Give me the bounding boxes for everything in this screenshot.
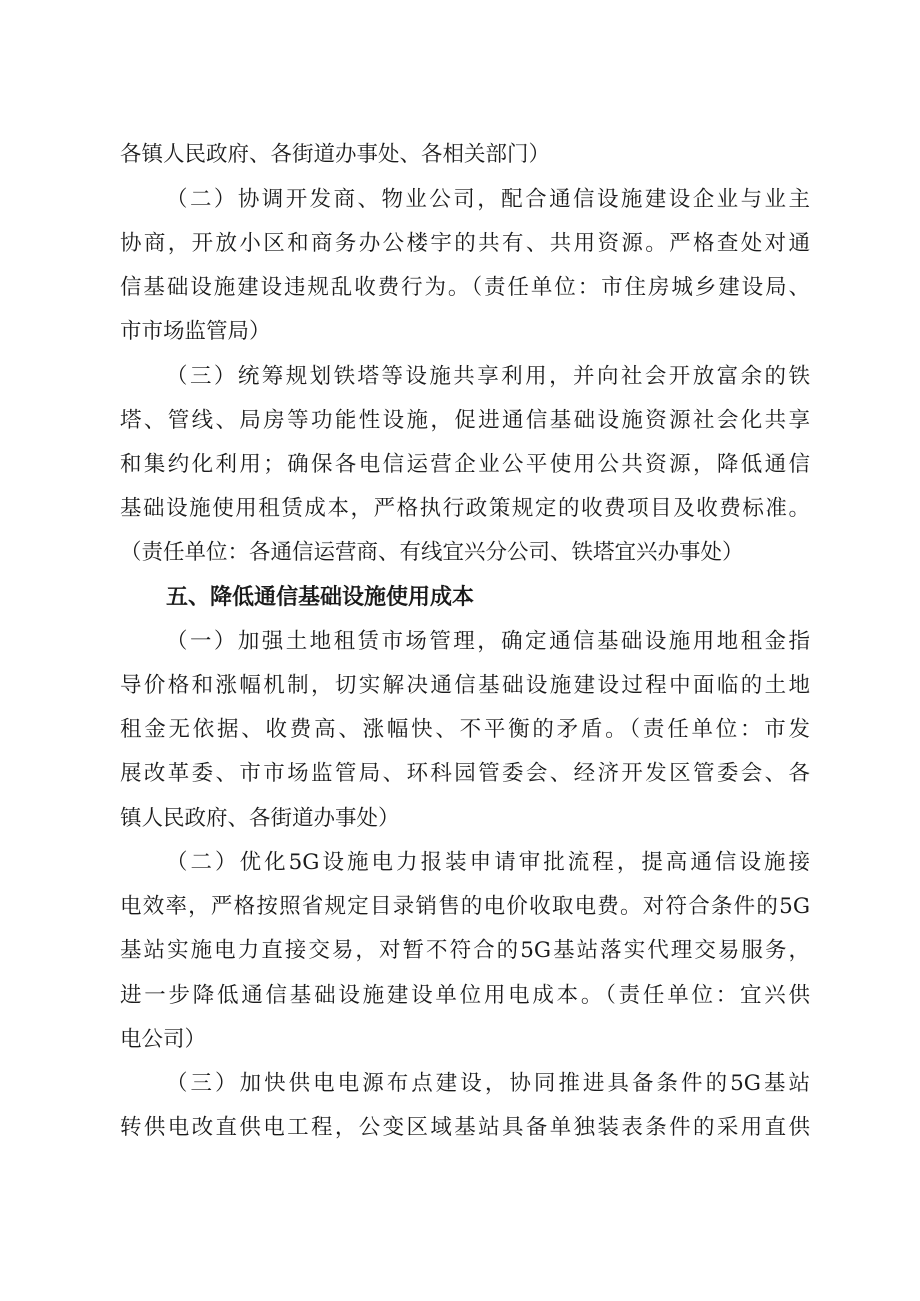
paragraph-line: 协商，开放小区和商务办公楼宇的共有、共用资源。严格查处对通 bbox=[120, 231, 810, 256]
paragraph-line: 电效率，严格按照省规定目录销售的电价收取电费。对符合条件的5G bbox=[120, 894, 810, 919]
paragraph-line: 各镇人民政府、各街道办事处、各相关部门） bbox=[120, 142, 551, 167]
paragraph-line: 电公司） bbox=[120, 1027, 207, 1052]
paragraph-line: 转供电改直供电工程，公变区域基站具备单独装表条件的采用直供 bbox=[120, 1115, 810, 1140]
paragraph-line: 信基础设施建设违规乱收费行为。（责任单位：市住房城乡建设局、 bbox=[120, 275, 810, 300]
paragraph-line: 塔、管线、局房等功能性设施，促进通信基础设施资源社会化共享 bbox=[120, 408, 810, 433]
paragraph-line: 租金无依据、收费高、涨幅快、不平衡的矛盾。（责任单位：市发 bbox=[120, 717, 810, 742]
paragraph-line: 市市场监管局） bbox=[120, 319, 271, 344]
section-heading: 五、降低通信基础设施使用成本 bbox=[166, 585, 475, 610]
paragraph-line: 基础设施使用租赁成本，严格执行政策规定的收费项目及收费标准。 bbox=[120, 496, 810, 521]
paragraph-line: （责任单位：各通信运营商、有线宜兴分公司、铁塔宜兴办事处） bbox=[120, 540, 744, 565]
paragraph-line: 和集约化利用；确保各电信运营企业公平使用公共资源，降低通信 bbox=[120, 452, 810, 477]
paragraph-line: 基站实施电力直接交易，对暂不符合的5G基站落实代理交易服务， bbox=[120, 938, 810, 963]
paragraph-line: 导价格和涨幅机制，切实解决通信基础设施建设过程中面临的土地 bbox=[120, 673, 810, 698]
paragraph-line: （三）加快供电电源布点建设，协同推进具备条件的5G基站 bbox=[166, 1071, 810, 1096]
paragraph-line: （一）加强土地租赁市场管理，确定通信基础设施用地租金指 bbox=[166, 629, 810, 654]
paragraph-line: 展改革委、市市场监管局、环科园管委会、经济开发区管委会、各 bbox=[120, 761, 810, 786]
paragraph-line: （三）统筹规划铁塔等设施共享利用，并向社会开放富余的铁 bbox=[166, 364, 810, 389]
paragraph-line: 进一步降低通信基础设施建设单位用电成本。（责任单位：宜兴供 bbox=[120, 983, 810, 1008]
paragraph-line: 镇人民政府、各街道办事处） bbox=[120, 806, 400, 831]
paragraph-line: （二）协调开发商、物业公司，配合通信设施建设企业与业主 bbox=[166, 187, 810, 212]
paragraph-line: （二）优化5G设施电力报装申请审批流程，提高通信设施接 bbox=[166, 850, 810, 875]
